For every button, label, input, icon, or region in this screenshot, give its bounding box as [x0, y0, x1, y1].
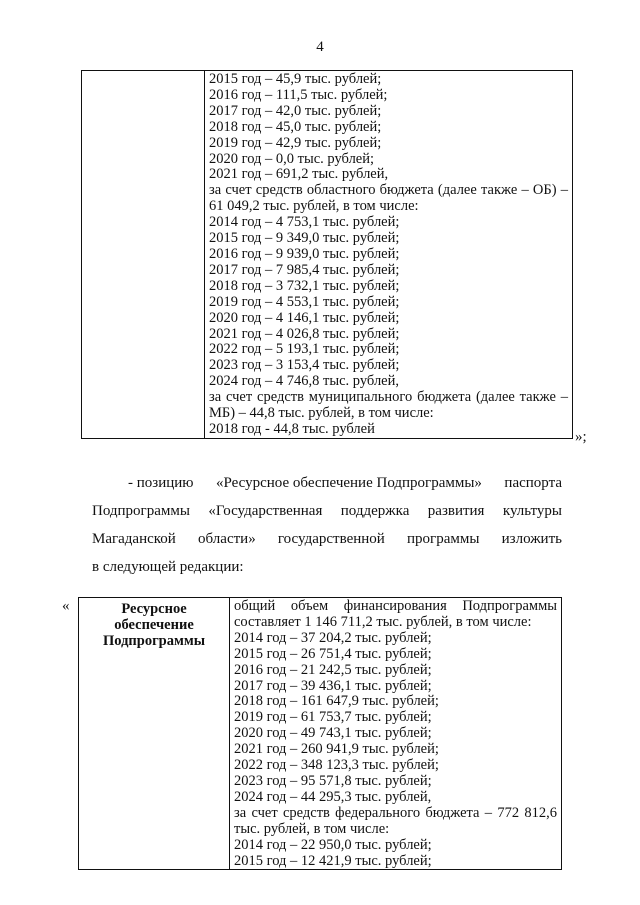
table2-line: 2024 год – 44 295,3 тыс. рублей, — [234, 788, 432, 805]
paragraph-word: «Государственная — [208, 503, 323, 519]
paragraph-word: области» — [198, 531, 256, 547]
table2-label-cell: Ресурсное обеспечение Подпрограммы — [79, 598, 230, 870]
table1-label-cell — [82, 71, 205, 439]
paragraph-word: изложить — [501, 531, 562, 547]
paragraph-word: программы — [407, 531, 480, 547]
closing-quote: »; — [575, 429, 587, 445]
table1-line: 2018 год – 45,0 тыс. рублей; — [209, 118, 382, 135]
paragraph-word: Подпрограммы — [92, 503, 190, 519]
page-number: 4 — [316, 39, 324, 55]
paragraph-word: поддержка — [340, 503, 410, 519]
table1-line: 2020 год – 0,0 тыс. рублей; — [209, 150, 375, 167]
paragraph-line-3 — [92, 530, 562, 548]
paragraph-word: культуры — [502, 503, 562, 519]
paragraph-word: развития — [427, 503, 485, 519]
table1-line: 2020 год – 4 146,1 тыс. рублей; — [209, 309, 400, 326]
resource-provision-table — [78, 597, 562, 870]
table2-line: 2018 год – 161 647,9 тыс. рублей; — [234, 693, 439, 710]
table1-line: 2019 год – 4 553,1 тыс. рублей; — [209, 293, 400, 310]
table1-line: 2017 год – 42,0 тыс. рублей; — [209, 102, 382, 119]
table2-line: 2019 год – 61 753,7 тыс. рублей; — [234, 709, 432, 726]
paragraph-word: - позицию — [128, 475, 194, 491]
table1-content-cell — [205, 71, 573, 439]
table1-line: 2018 год – 3 732,1 тыс. рублей; — [209, 277, 400, 294]
table2-federal-budget-intro: за счет средств федерального бюджета – 772 812,6 тыс. рублей, в том числе: — [234, 804, 557, 837]
table2-line: 2017 год – 39 436,1 тыс. рублей; — [234, 677, 432, 694]
table2-line: 2015 год – 26 751,4 тыс. рублей; — [234, 645, 432, 662]
table1-line: 2021 год – 4 026,8 тыс. рублей; — [209, 325, 400, 342]
funding-table-continued — [81, 70, 573, 439]
table1-line: 2021 год – 691,2 тыс. рублей, — [209, 166, 389, 183]
table2-line: 2015 год – 12 421,9 тыс. рублей; — [234, 852, 432, 869]
table2-content-cell — [230, 598, 562, 870]
table2-line: 2014 год – 37 204,2 тыс. рублей; — [234, 629, 432, 646]
table1-line: 2015 год – 9 349,0 тыс. рублей; — [209, 230, 400, 247]
table1-line: 2014 год – 4 753,1 тыс. рублей; — [209, 214, 400, 231]
paragraph-word: «Ресурсное обеспечение Подпрограммы» — [215, 475, 482, 491]
table1-line: 2015 год – 45,9 тыс. рублей; — [209, 71, 382, 87]
paragraph-line-4: в следующей редакции: — [92, 559, 244, 575]
table1-line: 2022 год – 5 193,1 тыс. рублей; — [209, 341, 400, 358]
table1-line: 2017 год – 7 985,4 тыс. рублей; — [209, 261, 400, 278]
paragraph-line-1 — [128, 474, 562, 492]
paragraph-word: Магаданской — [92, 531, 176, 547]
table2-line: 2023 год – 95 571,8 тыс. рублей; — [234, 772, 432, 789]
paragraph-line-2 — [92, 502, 562, 520]
table2-line: 2022 год – 348 123,3 тыс. рублей; — [234, 757, 439, 774]
table2-total-intro: общий объем финансирования Подпрограммы составляет 1 146 711,2 тыс. рублей, в том числе: — [234, 598, 557, 630]
table1-line: 2018 год - 44,8 тыс. рублей — [209, 420, 375, 437]
table2-line: 2020 год – 49 743,1 тыс. рублей; — [234, 725, 432, 742]
table2-line: 2016 год – 21 242,5 тыс. рублей; — [234, 661, 432, 678]
table1-line: 2023 год – 3 153,4 тыс. рублей; — [209, 357, 400, 374]
table1-municipal-budget-intro: за счет средств муниципального бюджета (далее также – МБ) – 44,8 тыс. рублей, в том числе: — [209, 389, 568, 422]
table2-line: 2021 год – 260 941,9 тыс. рублей; — [234, 741, 439, 758]
table1-regional-budget-intro: за счет средств областного бюджета (далее также – ОБ) – 61 049,2 тыс. рублей, в том числе: — [209, 182, 568, 215]
table1-line: 2016 год – 9 939,0 тыс. рублей; — [209, 245, 400, 262]
table2-line: 2014 год – 22 950,0 тыс. рублей; — [234, 836, 432, 853]
table1-line: 2024 год – 4 746,8 тыс. рублей, — [209, 373, 400, 390]
table1-line: 2019 год – 42,9 тыс. рублей; — [209, 134, 382, 151]
paragraph-word: государственной — [277, 531, 385, 547]
paragraph-word: паспорта — [504, 475, 562, 491]
opening-quote: « — [62, 598, 70, 614]
table1-line: 2016 год – 111,5 тыс. рублей; — [209, 86, 388, 103]
